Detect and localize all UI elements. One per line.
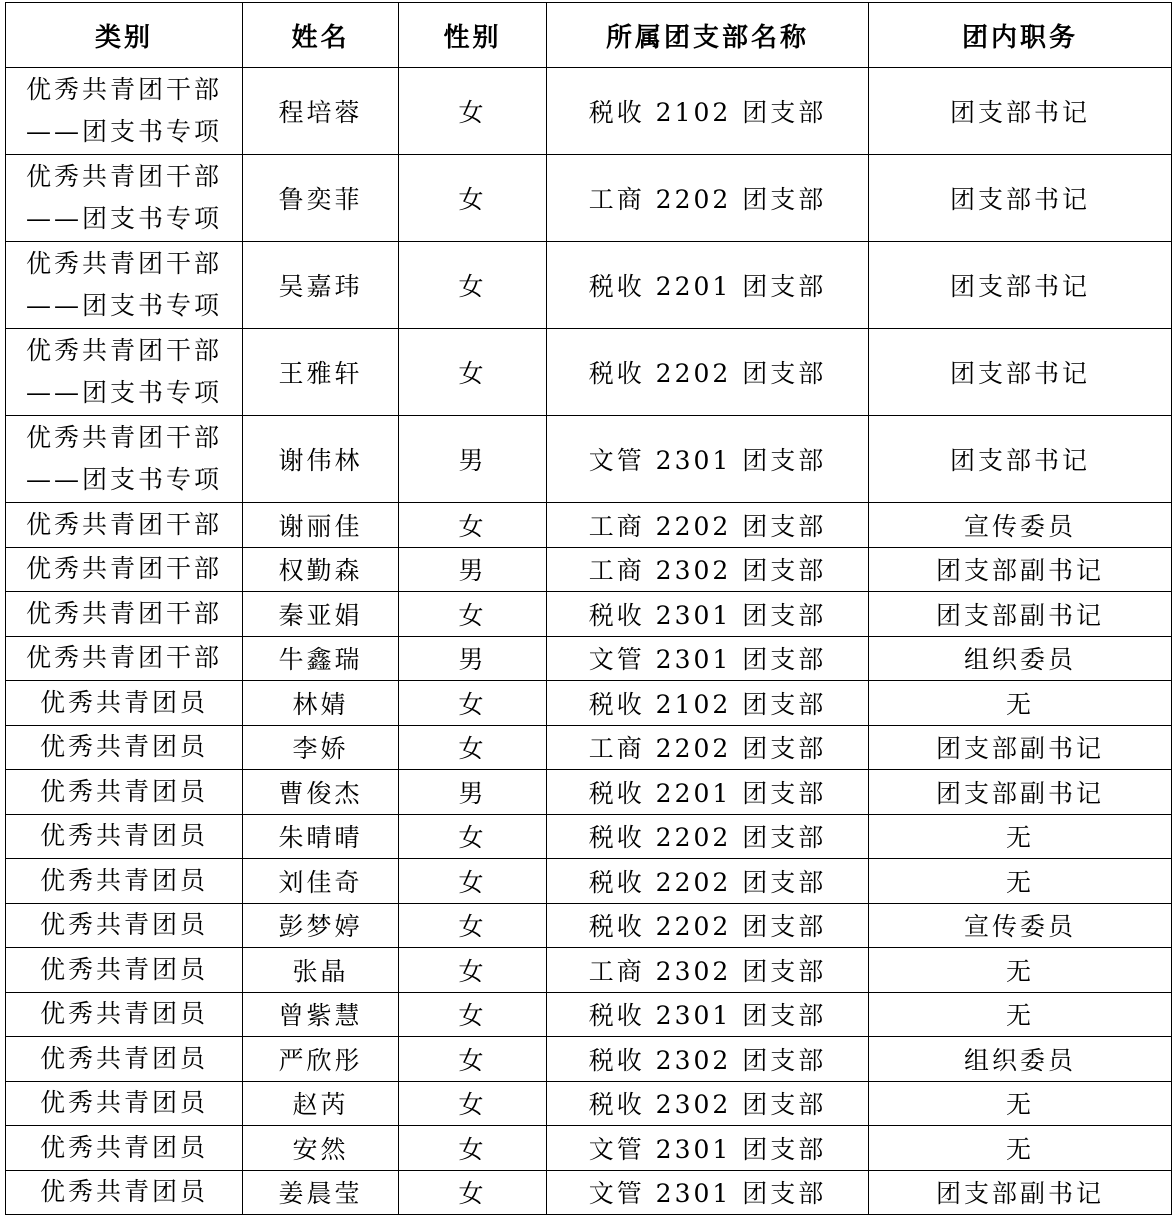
table-row: [6, 242, 1172, 329]
cell-gender: 女: [399, 725, 547, 770]
cell-position: 无: [869, 814, 1172, 859]
category-line: 优秀共青团干部: [25, 643, 222, 673]
cell-branch: 税收 2201 团支部: [547, 242, 869, 329]
cell-position: 团支部副书记: [869, 547, 1172, 592]
cell-gender: 女: [399, 903, 547, 948]
table-row: [6, 859, 1172, 904]
cell-branch: 税收 2202 团支部: [547, 859, 869, 904]
cell-branch: 文管 2301 团支部: [547, 636, 869, 681]
table-row: [6, 329, 1172, 416]
cell-gender: 女: [399, 681, 547, 726]
cell-position: 团支部书记: [869, 242, 1172, 329]
cell-branch: 工商 2302 团支部: [547, 948, 869, 993]
cell-branch: 税收 2301 团支部: [547, 992, 869, 1037]
cell-position: 无: [869, 859, 1172, 904]
cell-position: 无: [869, 948, 1172, 993]
category-line: ——团支书专项: [25, 465, 222, 494]
category-line: 优秀共青团干部: [25, 423, 222, 452]
cell-position: 无: [869, 992, 1172, 1037]
category-line: 优秀共青团员: [39, 1177, 208, 1207]
category-line: 优秀共青团员: [39, 776, 208, 806]
cell-gender: 男: [399, 636, 547, 681]
cell-position: 团支部副书记: [869, 592, 1172, 637]
header-gender: 性别: [399, 3, 547, 68]
cell-category: [6, 155, 243, 242]
cell-category: [6, 681, 243, 726]
table-row: [6, 770, 1172, 815]
cell-position: 团支部书记: [869, 155, 1172, 242]
table-row: [6, 1037, 1172, 1082]
cell-name: 谢伟林: [243, 416, 399, 503]
category-line: 优秀共青团员: [39, 999, 208, 1029]
table-row: [6, 1170, 1172, 1215]
cell-category: [6, 242, 243, 329]
cell-gender: 女: [399, 242, 547, 329]
table-row: [6, 725, 1172, 770]
cell-branch: 税收 2302 团支部: [547, 1081, 869, 1126]
cell-name: 秦亚娟: [243, 592, 399, 637]
header-category: 类别: [6, 3, 243, 68]
table-body: [6, 68, 1172, 1215]
header-row: [6, 3, 1172, 68]
cell-category: [6, 416, 243, 503]
cell-position: 无: [869, 1126, 1172, 1171]
cell-branch: 文管 2301 团支部: [547, 416, 869, 503]
cell-category: [6, 1037, 243, 1082]
cell-branch: 工商 2202 团支部: [547, 503, 869, 548]
category-line: 优秀共青团干部: [25, 162, 222, 191]
cell-gender: 女: [399, 948, 547, 993]
cell-name: 赵芮: [243, 1081, 399, 1126]
cell-name: 权勤森: [243, 547, 399, 592]
cell-branch: 税收 2201 团支部: [547, 770, 869, 815]
table-row: [6, 155, 1172, 242]
cell-gender: 男: [399, 416, 547, 503]
cell-branch: 税收 2102 团支部: [547, 68, 869, 155]
category-line: ——团支书专项: [25, 117, 222, 146]
cell-name: 朱晴晴: [243, 814, 399, 859]
cell-position: 组织委员: [869, 636, 1172, 681]
cell-position: 宣传委员: [869, 503, 1172, 548]
cell-category: [6, 503, 243, 548]
cell-category: [6, 329, 243, 416]
category-line: 优秀共青团员: [39, 1088, 208, 1118]
table-row: [6, 814, 1172, 859]
cell-category: [6, 1170, 243, 1215]
header-position: 团内职务: [869, 3, 1172, 68]
category-line: 优秀共青团干部: [25, 598, 222, 628]
cell-name: 谢丽佳: [243, 503, 399, 548]
category-line: 优秀共青团员: [39, 865, 208, 895]
cell-branch: 税收 2302 团支部: [547, 1037, 869, 1082]
header-name: 姓名: [243, 3, 399, 68]
cell-gender: 女: [399, 1037, 547, 1082]
table-row: [6, 1126, 1172, 1171]
cell-gender: 女: [399, 68, 547, 155]
category-line: 优秀共青团干部: [25, 509, 222, 539]
cell-category: [6, 592, 243, 637]
category-line: 优秀共青团干部: [25, 336, 222, 365]
cell-position: 团支部书记: [869, 416, 1172, 503]
category-line: ——团支书专项: [25, 378, 222, 407]
cell-name: 曾紫慧: [243, 992, 399, 1037]
cell-name: 姜晨莹: [243, 1170, 399, 1215]
cell-category: [6, 903, 243, 948]
cell-branch: 工商 2302 团支部: [547, 547, 869, 592]
cell-branch: 工商 2202 团支部: [547, 155, 869, 242]
cell-name: 刘佳奇: [243, 859, 399, 904]
cell-position: 组织委员: [869, 1037, 1172, 1082]
table-row: [6, 636, 1172, 681]
cell-category: [6, 68, 243, 155]
cell-branch: 工商 2202 团支部: [547, 725, 869, 770]
cell-name: 程培蓉: [243, 68, 399, 155]
cell-category: [6, 1081, 243, 1126]
category-line: 优秀共青团员: [39, 821, 208, 851]
cell-name: 牛鑫瑞: [243, 636, 399, 681]
cell-position: 无: [869, 1081, 1172, 1126]
cell-name: 林婧: [243, 681, 399, 726]
category-line: 优秀共青团员: [39, 687, 208, 717]
cell-gender: 女: [399, 814, 547, 859]
cell-name: 严欣彤: [243, 1037, 399, 1082]
table-row: [6, 903, 1172, 948]
table-row: [6, 503, 1172, 548]
cell-position: 团支部副书记: [869, 725, 1172, 770]
cell-gender: 女: [399, 1081, 547, 1126]
cell-category: [6, 859, 243, 904]
cell-position: 无: [869, 681, 1172, 726]
cell-name: 彭梦婷: [243, 903, 399, 948]
cell-position: 宣传委员: [869, 903, 1172, 948]
cell-branch: 税收 2301 团支部: [547, 592, 869, 637]
category-line: ——团支书专项: [25, 204, 222, 233]
table-row: [6, 547, 1172, 592]
category-line: 优秀共青团干部: [25, 249, 222, 278]
cell-position: 团支部副书记: [869, 1170, 1172, 1215]
cell-position: 团支部副书记: [869, 770, 1172, 815]
header-branch: 所属团支部名称: [547, 3, 869, 68]
cell-gender: 女: [399, 1126, 547, 1171]
category-line: 优秀共青团干部: [25, 554, 222, 584]
cell-gender: 女: [399, 1170, 547, 1215]
cell-category: [6, 814, 243, 859]
cell-name: 李娇: [243, 725, 399, 770]
cell-name: 安然: [243, 1126, 399, 1171]
cell-name: 王雅轩: [243, 329, 399, 416]
cell-branch: 文管 2301 团支部: [547, 1170, 869, 1215]
honor-roster-table: [5, 2, 1172, 1215]
cell-category: [6, 725, 243, 770]
cell-category: [6, 1126, 243, 1171]
table-row: [6, 416, 1172, 503]
cell-category: [6, 770, 243, 815]
cell-category: [6, 992, 243, 1037]
category-line: 优秀共青团员: [39, 910, 208, 940]
cell-gender: 女: [399, 329, 547, 416]
table-row: [6, 948, 1172, 993]
cell-category: [6, 948, 243, 993]
cell-gender: 女: [399, 859, 547, 904]
category-line: 优秀共青团员: [39, 954, 208, 984]
table-row: [6, 1081, 1172, 1126]
category-line: 优秀共青团干部: [25, 75, 222, 104]
cell-position: 团支部书记: [869, 68, 1172, 155]
category-line: 优秀共青团员: [39, 1132, 208, 1162]
table-row: [6, 992, 1172, 1037]
cell-branch: 税收 2102 团支部: [547, 681, 869, 726]
cell-name: 曹俊杰: [243, 770, 399, 815]
cell-category: [6, 547, 243, 592]
cell-position: 团支部书记: [869, 329, 1172, 416]
cell-gender: 女: [399, 592, 547, 637]
cell-gender: 男: [399, 547, 547, 592]
cell-branch: 税收 2202 团支部: [547, 814, 869, 859]
cell-gender: 女: [399, 992, 547, 1037]
table-row: [6, 592, 1172, 637]
cell-branch: 税收 2202 团支部: [547, 329, 869, 416]
category-line: ——团支书专项: [25, 291, 222, 320]
category-line: 优秀共青团员: [39, 732, 208, 762]
cell-branch: 文管 2301 团支部: [547, 1126, 869, 1171]
table-row: [6, 68, 1172, 155]
table-row: [6, 681, 1172, 726]
cell-name: 吴嘉玮: [243, 242, 399, 329]
cell-name: 张晶: [243, 948, 399, 993]
cell-name: 鲁奕菲: [243, 155, 399, 242]
cell-gender: 男: [399, 770, 547, 815]
cell-gender: 女: [399, 155, 547, 242]
cell-category: [6, 636, 243, 681]
category-line: 优秀共青团员: [39, 1043, 208, 1073]
cell-gender: 女: [399, 503, 547, 548]
cell-branch: 税收 2202 团支部: [547, 903, 869, 948]
